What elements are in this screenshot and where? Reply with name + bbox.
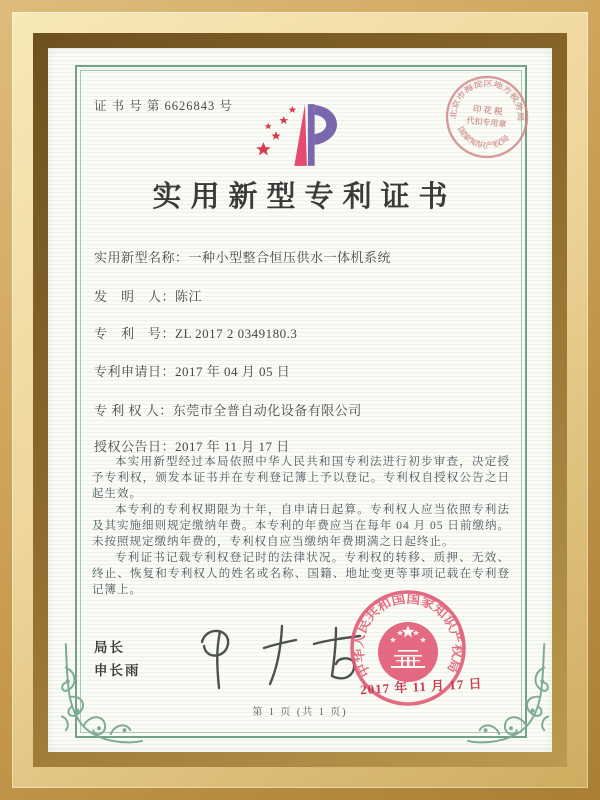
- tax-stamp-seal: [438, 68, 537, 167]
- national-emblem-icon: [378, 622, 438, 682]
- certificate-title: 实用新型专利证书: [152, 181, 457, 213]
- field-patentee: [94, 400, 362, 419]
- paragraph-1: 本实用新型经过本局依照中华人民共和国专利法进行初步审查，决定授予专利权，颁发本证书并在专利登记簿上予以登记。专利权自授权公告之日起生效。: [92, 456, 510, 500]
- seal-ring-text: 中华人民共和国国家知识产权局: [350, 590, 466, 680]
- cnipa-logo-icon: [246, 100, 362, 170]
- field-label: 发 明 人：: [94, 289, 176, 304]
- field-label: 专 利 号：: [94, 326, 176, 341]
- director-title: 局长: [94, 640, 125, 655]
- field-value: 2017 年 04 月 05 日: [175, 364, 291, 379]
- paragraph-3: 专利证书记载专利权登记时的法律状况。专利权的转移、质押、无效、终止、恢复和专利权人的姓名或名称、国籍、地址变更等事项记载在专利登记簿上。: [92, 552, 510, 596]
- field-grant-date: [94, 436, 290, 455]
- tax-seal-line2: 代扣专用章: [466, 115, 507, 130]
- field-label: 授权公告日：: [94, 439, 176, 454]
- legal-text: [92, 454, 510, 598]
- field-value: 2017 年 11 月 17 日: [175, 439, 290, 454]
- field-value: 陈江: [175, 289, 203, 304]
- field-value: 一种小型整合恒压供水一体机系统: [188, 250, 392, 265]
- paragraph-2: 本专利的专利权期限为十年，自申请日起算。专利权人应当依照专利法及其实施细则规定缴纳年费。本专利的年费应当在每年 04 月 05 日前缴纳。未按照规定缴纳年费的，专利权自应当缴纳年费期满之日起终止。: [92, 504, 510, 548]
- field-patent-number: [94, 323, 297, 342]
- field-label: 专利申请日：: [94, 364, 176, 379]
- field-utility-model-name: [94, 247, 391, 266]
- field-label: 实用新型名称：: [94, 250, 189, 265]
- tax-seal-arc-bottom: 国家知识产权局: [456, 124, 510, 151]
- field-application-date: [94, 361, 290, 380]
- corner-flourish-right-icon: [466, 640, 554, 748]
- certificate-number: 证 书 号 第 6626843 号: [94, 99, 233, 113]
- field-value: ZL 2017 2 0349180.3: [175, 326, 298, 341]
- director-name: 申长雨: [94, 663, 141, 678]
- field-label: 专 利 权 人：: [94, 403, 173, 418]
- tax-seal-arc-top: 北京市海淀区地方税务局: [448, 78, 526, 120]
- tax-seal-line1: 印 花 税: [472, 103, 504, 117]
- field-value: 东莞市全普自动化设备有限公司: [172, 403, 362, 418]
- seal-date: 2017 年 11 月 17 日: [359, 675, 483, 698]
- director-block: [94, 636, 141, 682]
- field-inventor: [94, 286, 202, 305]
- certificate-paper: [48, 48, 552, 752]
- page-number: 第 1 页 (共 1 页): [252, 707, 348, 718]
